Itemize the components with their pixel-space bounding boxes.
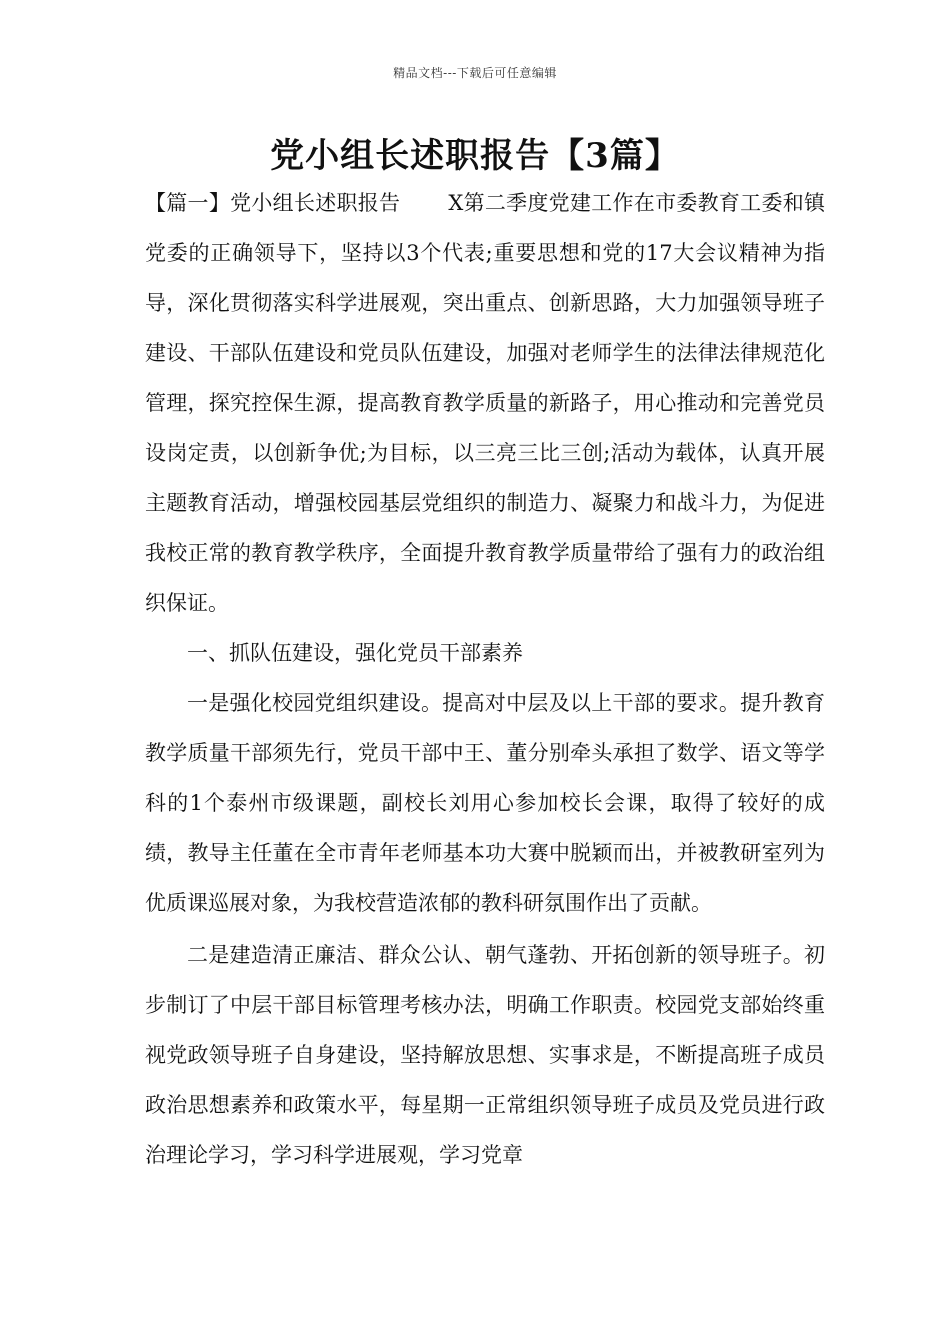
document-body [145, 178, 825, 1180]
lead-tag: 【篇一】党小组长述职报告 [145, 191, 401, 215]
paragraph-2: 二是建造清正廉洁、群众公认、朝气蓬勃、开拓创新的领导班子。初步制订了中层干部目标管理考核办法，明确工作职责。校园党支部始终重视党政领导班子自身建设，坚持解放思想、实事求是，不断提高班子成员政治思想素养和政策水平，每星期一正常组织领导班子成员及党员进行政治理论学习，学习科学进展观，学习党章 [145, 943, 825, 1167]
document-title: 党小组长述职报告【3篇】 [270, 136, 680, 176]
paragraph-1: 一是强化校园党组织建设。提高对中层及以上干部的要求。提升教育教学质量干部须先行，党员干部中王、董分别牵头承担了数学、语文等学科的1个泰州市级课题，副校长刘用心参加校长会课，取得了较好的成绩，教导主任董在全市青年老师基本功大赛中脱颖而出，并被教研室列为优质课巡展对象，为我校营造浓郁的教科研氛围作出了贡献。 [145, 691, 825, 915]
lead-text: X第二季度党建工作在市委教育工委和镇党委的正确领导下，坚持以3个代表;重要思想和党的17大会议精神为指导，深化贯彻落实科学进展观，突出重点、创新思路，大力加强领导班子建设、干部队伍建设和党员队伍建设，加强对老师学生的法律法律规范化管理，探究控保生源，提高教育教学质量的新路子，用心推动和完善党员设岗定责，以创新争优;为目标，以三亮三比三创;活动为载体，认真开展主题教育活动，增强校园基层党组织的制造力、凝聚力和战斗力，为促进我校正常的教育教学秩序，全面提升教育教学质量带给了强有力的政治组织保证。 [145, 191, 826, 615]
lead-paragraph [145, 178, 825, 628]
header-note: 精品文档---下载后可任意编辑 [393, 66, 557, 80]
section-heading: 一、抓队伍建设，强化党员干部素养 [187, 641, 523, 665]
